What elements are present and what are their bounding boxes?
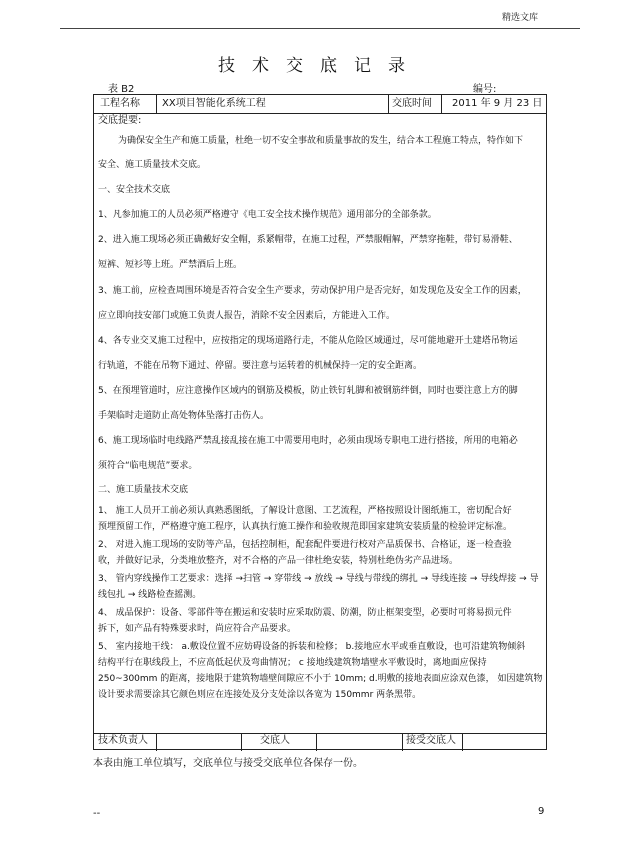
serial-number-label: 编号: — [473, 84, 497, 95]
disclosure-line: 结构平行在职线段上，不应高低起伏及弯曲情况； c 接地线建筑物墙壁水平敷设时，离地面应保持 — [98, 658, 487, 668]
table-divider — [462, 733, 463, 751]
project-name-value: XX项目智能化系统工程 — [162, 98, 266, 109]
disclosure-line: 收，并做好记录，分类堆放整齐，对不合格的产品一律杜绝安装，特别杜绝伪劣产品进场。 — [98, 556, 459, 566]
disclosure-line: 1、凡参加施工的人员必须严格遵守《电工安全技术操作规范》通用部分的全部条款。 — [98, 210, 437, 220]
table-divider — [441, 95, 442, 113]
disclosure-line: 二、施工质量技术交底 — [98, 485, 189, 495]
disclosure-form-table — [93, 94, 547, 750]
table-divider — [402, 733, 403, 751]
disclosure-line: 250~300mm 的距离，接地限于建筑物墙壁间隙应不小于 10mm; d.明敷的接地表面应涂双色漆， 如因建筑物 — [98, 674, 543, 684]
disclosure-line: 6、施工现场临时电线路严禁乱接乱接在施工中需要用电时，必须由现场专职电工进行搭接，所用的电箱必 — [98, 436, 518, 446]
receiver-label: 接受交底人 — [406, 735, 456, 746]
table-divider — [156, 95, 157, 113]
disclosure-line: 预埋预留工作，严格遵守施工程序，认真执行施工操作和验收规范即国家建筑安装质量的检验评定标准。 — [98, 522, 513, 532]
disclosure-line: 2、 对进入施工现场的安防等产品，包括控制柜，配套配件要进行校对产品质保书、合格证，逐一检查验 — [98, 540, 512, 550]
disclosure-date-label: 交底时间 — [392, 98, 432, 109]
disclosure-line: 短裤、短衫等上班。严禁酒后上班。 — [98, 260, 243, 270]
page-number: 9 — [538, 806, 545, 817]
disclosure-line: 4、各专业交叉施工过程中，应按指定的现场道路行走，不能从危险区域通过，尽可能地避开土建塔吊物运 — [98, 336, 518, 346]
footer-dash: -- — [93, 808, 101, 819]
form-code: 表 B2 — [108, 84, 135, 95]
disclosure-line: 5、在预埋管道时，应注意操作区域内的钢筋及模板，防止铁钉轧脚和被钢筋绊倒，同时也要注意上方的脚 — [98, 386, 518, 396]
disclosure-line: 4、 成品保护：设备、零部件等在搬运和安装时应采取防震、防潮，防止框架变型，必要时可将易损元件 — [98, 608, 512, 618]
header-rule — [60, 28, 580, 29]
table-divider — [316, 733, 317, 751]
document-title: 技术交底记录 — [218, 56, 422, 76]
disclosure-line: 2、进入施工现场必须正确戴好安全帽，系紧帽带，在施工过程，严禁服帽解，严禁穿拖鞋，带钉易滑鞋、 — [98, 235, 518, 245]
disclosure-line: 安全、施工质量技术交底。 — [98, 160, 207, 170]
disclosure-line: 5、 室内接地干线： a.敷设位置不应妨碍设备的拆装和检修； b.接地应水平或垂直敷设，也可沿建筑物倾斜 — [98, 642, 526, 652]
disclosure-line: 3、 管内穿线操作工艺要求：选择 →扫管 → 穿带线 → 放线 → 导线与带线的绑扎 → 导线连接 → 导线焊接 → 导 — [98, 574, 539, 584]
footnote: 本表由施工单位填写，交底单位与接受交底单位各保存一份。 — [93, 758, 363, 769]
table-divider — [241, 733, 242, 751]
disclosure-line: 设计要求需要涂其它颜色则应在连接处及分支处涂以各宽为 150mmr 两条黑带。 — [98, 690, 422, 700]
disclosure-line: 为确保安全生产和施工质量，杜绝一切不安全事故和质量事故的发生，结合本工程施工特点，特作如下 — [118, 136, 524, 146]
table-divider — [156, 733, 157, 751]
table-divider — [94, 113, 546, 114]
project-name-label: 工程名称 — [100, 98, 140, 109]
disclosure-line: 手架临时走道防止高处物体坠落打击伤人。 — [98, 411, 270, 421]
table-divider — [388, 95, 389, 113]
disclosure-line: 线包扎 → 线路检查摇测。 — [98, 590, 202, 600]
summary-label: 交底提要: — [98, 115, 142, 126]
table-divider — [94, 733, 546, 734]
disclosure-line: 行轨道，不能在吊物下通过、停留。要注意与运转着的机械保持一定的安全距离。 — [98, 361, 423, 371]
disclosure-line: 须符合“临电规范”要求。 — [98, 461, 198, 471]
disclosure-date-value: 2011 年 9 月 23 日 — [452, 98, 543, 109]
discloser-label: 交底人 — [260, 735, 290, 746]
disclosure-line: 1、 施工人员开工前必须认真熟悉图纸，了解设计意图、工艺流程，严格按照设计图纸施工，密切配合好 — [98, 506, 512, 516]
disclosure-line: 一、安全技术交底 — [98, 185, 171, 195]
disclosure-line: 应立即向技安部门或施工负责人报告，消除不安全因素后，方能进入工作。 — [98, 311, 396, 321]
disclosure-line: 拆下，如产品有特殊要求时，尚应符合产品要求。 — [98, 624, 297, 634]
page-header-brand: 精选文库 — [501, 13, 538, 23]
tech-lead-label: 技术负责人 — [98, 735, 148, 746]
disclosure-line: 3、施工前，应检查周围环境是否符合安全生产要求，劳动保护用户是否完好，如发现危及安全工作的因素， — [98, 286, 527, 296]
